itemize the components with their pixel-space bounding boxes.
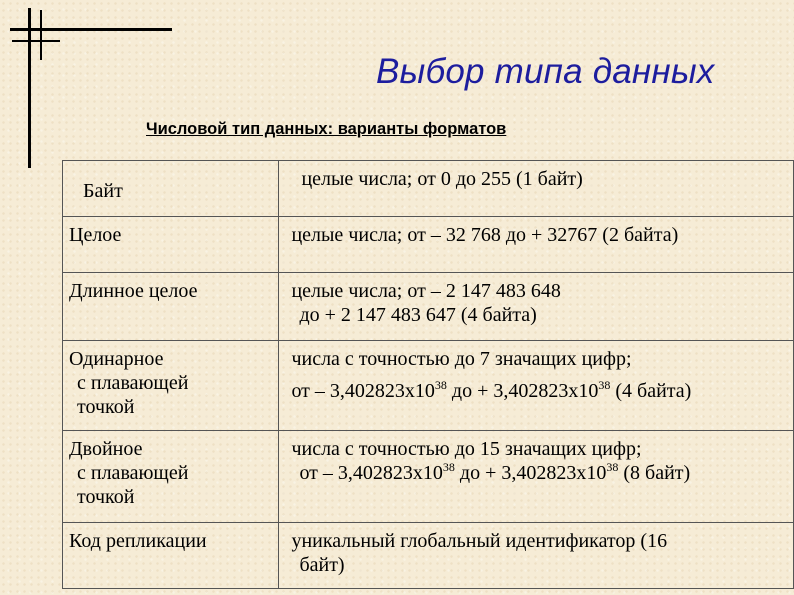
row-description-cell bbox=[279, 161, 794, 217]
description-line: до + 2 147 483 647 (4 байта) bbox=[299, 304, 537, 326]
description-line: уникальный глобальный идентификатор (16 bbox=[291, 530, 668, 552]
table-row bbox=[63, 341, 794, 431]
table-row bbox=[63, 161, 794, 217]
table-row bbox=[63, 217, 794, 273]
type-label: точкой bbox=[77, 396, 135, 418]
description-line: числа с точностью до 7 значащих цифр; bbox=[291, 348, 632, 370]
type-label: Код репликации bbox=[69, 530, 207, 552]
type-label: Целое bbox=[69, 224, 122, 246]
range-text: до + 3,402823x10 bbox=[454, 462, 607, 484]
type-label: с плавающей bbox=[77, 372, 189, 394]
description-line: целые числа; от – 2 147 483 648 bbox=[291, 280, 561, 302]
table-caption: Числовой тип данных: варианты форматов bbox=[146, 120, 507, 138]
decor-horizontal-line-2 bbox=[12, 40, 60, 42]
range-text: (4 байта) bbox=[610, 380, 692, 402]
row-type-cell bbox=[63, 273, 279, 341]
description-line: целые числа; от – 32 768 до + 32767 (2 байта) bbox=[291, 224, 679, 246]
row-type-cell bbox=[63, 523, 279, 589]
type-label: с плавающей bbox=[77, 462, 189, 484]
row-description-cell bbox=[279, 341, 794, 431]
row-description-cell bbox=[279, 431, 794, 523]
row-type-cell bbox=[63, 341, 279, 431]
number-formats-table bbox=[62, 160, 794, 589]
table-row bbox=[63, 273, 794, 341]
decor-horizontal-line-1 bbox=[10, 28, 172, 31]
exponent: 38 bbox=[598, 378, 611, 392]
range-text: до + 3,402823x10 bbox=[446, 380, 599, 402]
row-description-cell bbox=[279, 523, 794, 589]
exponent: 38 bbox=[442, 460, 455, 474]
description-line: байт) bbox=[299, 554, 345, 576]
range-text: от – 3,402823x10 bbox=[299, 462, 443, 484]
decor-vertical-line-2 bbox=[40, 10, 42, 60]
type-label: точкой bbox=[77, 486, 135, 508]
exponent: 38 bbox=[434, 378, 447, 392]
row-type-cell bbox=[63, 161, 279, 217]
range-text: от – 3,402823x10 bbox=[291, 380, 435, 402]
description-line bbox=[291, 461, 787, 485]
decor-vertical-line-1 bbox=[28, 8, 31, 168]
description-line bbox=[291, 379, 787, 403]
type-label: Длинное целое bbox=[69, 280, 198, 302]
table-row bbox=[63, 431, 794, 523]
row-type-cell bbox=[63, 431, 279, 523]
page-title: Выбор типа данных bbox=[376, 52, 715, 91]
description-line: числа с точностью до 15 значащих цифр; bbox=[291, 438, 642, 460]
row-type-cell bbox=[63, 217, 279, 273]
description-line: целые числа; от 0 до 255 (1 байт) bbox=[301, 168, 583, 190]
table-row bbox=[63, 523, 794, 589]
exponent: 38 bbox=[606, 460, 619, 474]
range-text: (8 байт) bbox=[618, 462, 691, 484]
type-label: Двойное bbox=[69, 438, 143, 460]
row-description-cell bbox=[279, 217, 794, 273]
type-label: Байт bbox=[83, 180, 123, 202]
type-label: Одинарное bbox=[69, 348, 164, 370]
row-description-cell bbox=[279, 273, 794, 341]
